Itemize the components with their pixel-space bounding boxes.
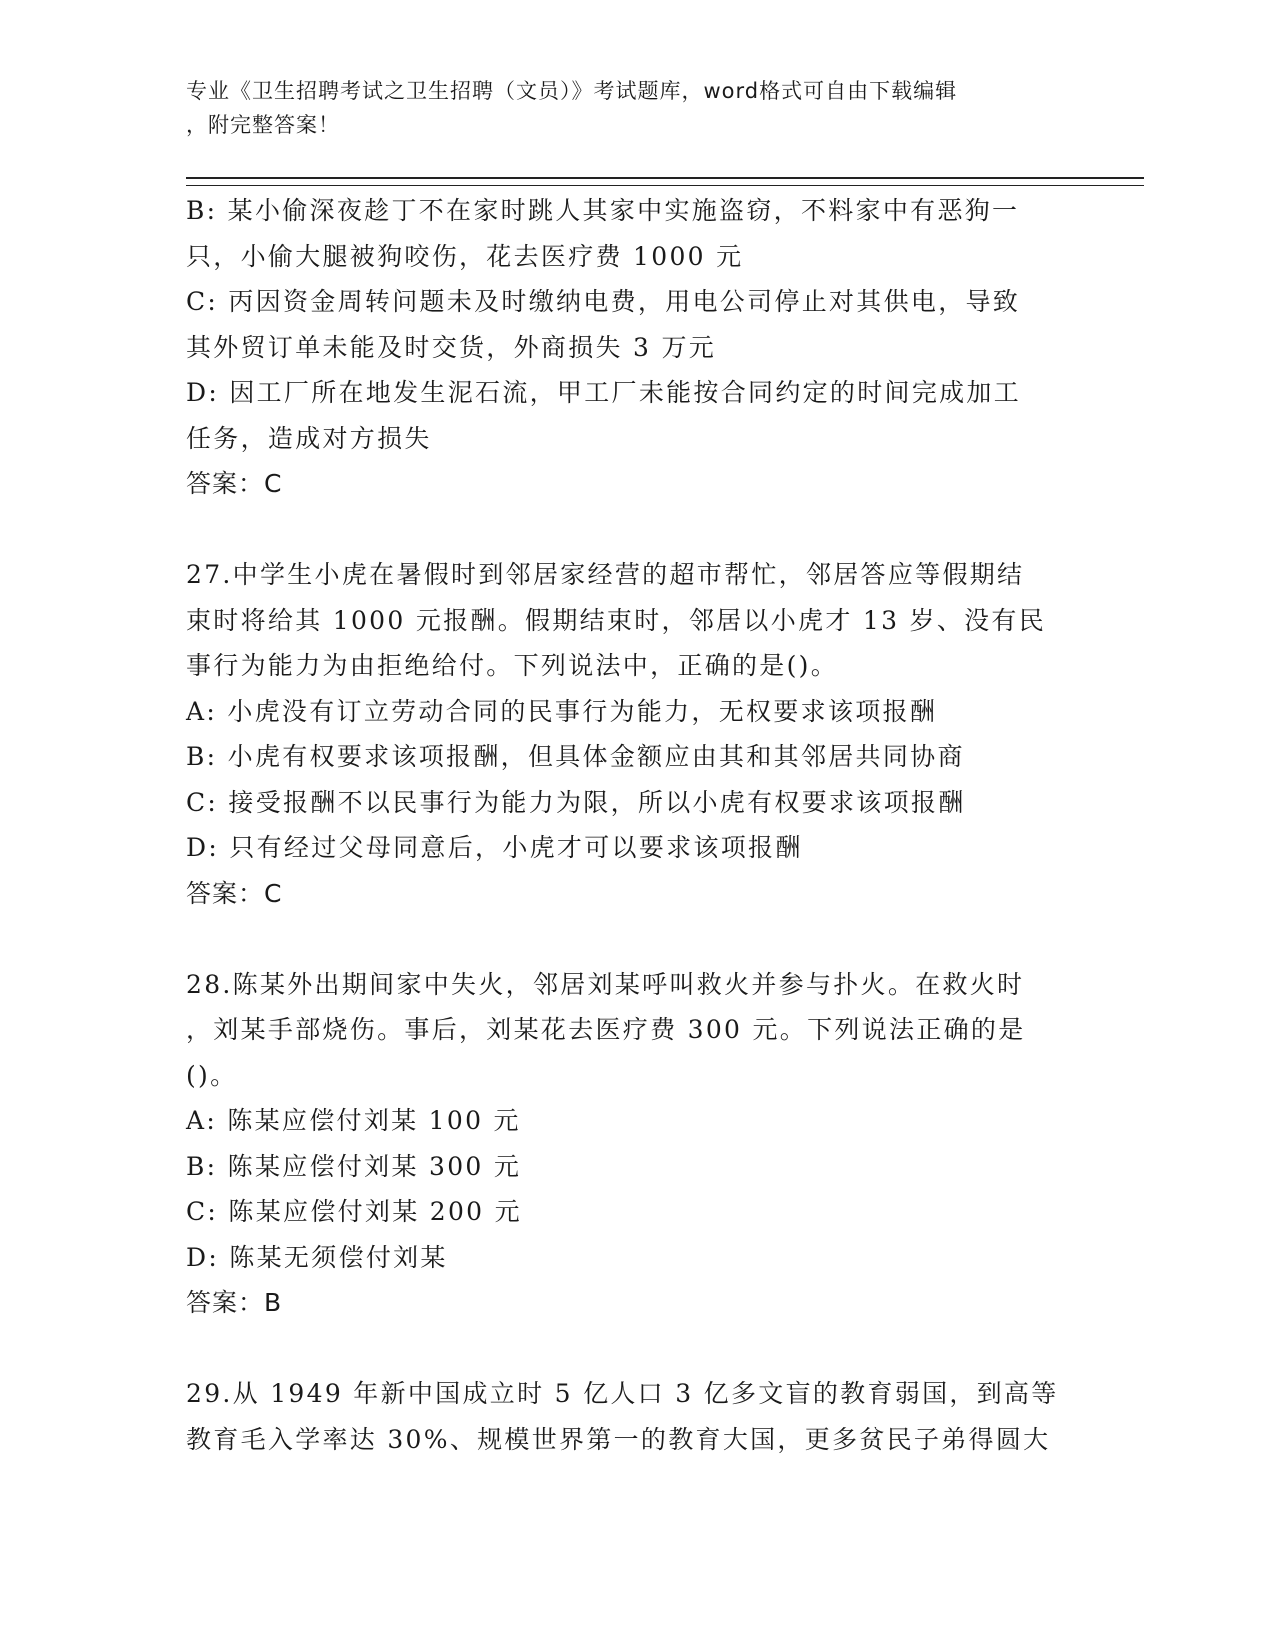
answer-line: 答案：B bbox=[186, 1288, 283, 1317]
spacer bbox=[186, 1326, 1086, 1372]
option-b: B: 小虎有权要求该项报酬，但具体金额应由其和其邻居共同协商 bbox=[186, 742, 965, 771]
question-28 bbox=[186, 962, 1086, 1326]
header-subtitle-line: ，附完整答案！ bbox=[186, 113, 340, 137]
question-stem-continued: 束时将给其 1000 元报酬。假期结束时，邻居以小虎才 13 岁、没有民 bbox=[186, 605, 1047, 635]
option-a: A: 陈某应偿付刘某 100 元 bbox=[186, 1106, 521, 1135]
spacer bbox=[186, 507, 1086, 553]
option-d: D: 陈某无须偿付刘某 bbox=[186, 1242, 448, 1272]
option-b-continued: 只，小偷大腿被狗咬伤，花去医疗费 1000 元 bbox=[186, 241, 744, 271]
option-c: C: 丙因资金周转问题未及时缴纳电费，用电公司停止对其供电，导致 bbox=[186, 287, 1021, 316]
question-stem: 29.从 1949 年新中国成立时 5 亿人口 3 亿多文盲的教育弱国，到高等 bbox=[186, 1379, 1059, 1408]
question-stem-continued: ，刘某手部烧伤。事后，刘某花去医疗费 300 元。下列说法正确的是 bbox=[186, 1015, 1026, 1044]
question-stem-continued: 事行为能力为由拒绝给付。下列说法中，正确的是()。 bbox=[186, 651, 839, 680]
question-content bbox=[186, 188, 1086, 1462]
option-c: C: 陈某应偿付刘某 200 元 bbox=[186, 1197, 522, 1226]
question-stem-continued: ()。 bbox=[186, 1060, 238, 1090]
question-26 bbox=[186, 188, 1086, 507]
answer-line: 答案：C bbox=[186, 469, 283, 498]
answer-line: 答案：C bbox=[186, 878, 283, 908]
option-d-continued: 任务，造成对方损失 bbox=[186, 423, 432, 453]
question-stem-continued: 教育毛入学率达 30%、规模世界第一的教育大国，更多贫民子弟得圆大 bbox=[186, 1424, 1051, 1454]
question-stem: 28.陈某外出期间家中失火，邻居刘某呼叫救火并参与扑火。在救火时 bbox=[186, 969, 1025, 999]
question-29 bbox=[186, 1371, 1086, 1462]
option-b: B: 陈某应偿付刘某 300 元 bbox=[186, 1151, 522, 1181]
option-c-continued: 其外贸订单未能及时交货，外商损失 3 万元 bbox=[186, 332, 717, 362]
question-27 bbox=[186, 552, 1086, 916]
option-d: D: 因工厂所在地发生泥石流，甲工厂未能按合同约定的时间完成加工 bbox=[186, 378, 1022, 407]
option-a: A: 小虎没有订立劳动合同的民事行为能力，无权要求该项报酬 bbox=[186, 696, 938, 726]
option-d: D: 只有经过父母同意后，小虎才可以要求该项报酬 bbox=[186, 833, 803, 862]
option-c: C: 接受报酬不以民事行为能力为限，所以小虎有权要求该项报酬 bbox=[186, 787, 966, 817]
question-stem: 27.中学生小虎在暑假时到邻居家经营的超市帮忙，邻居答应等假期结 bbox=[186, 560, 1025, 589]
header-divider bbox=[186, 177, 1144, 186]
document-header bbox=[186, 74, 1066, 142]
header-title-line: 专业《卫生招聘考试之卫生招聘（文员）》考试题库，word格式可自由下载编辑 bbox=[186, 79, 958, 103]
option-b: B: 某小偷深夜趁丁不在家时跳人其家中实施盗窃，不料家中有恶狗一 bbox=[186, 196, 1020, 225]
spacer bbox=[186, 916, 1086, 962]
